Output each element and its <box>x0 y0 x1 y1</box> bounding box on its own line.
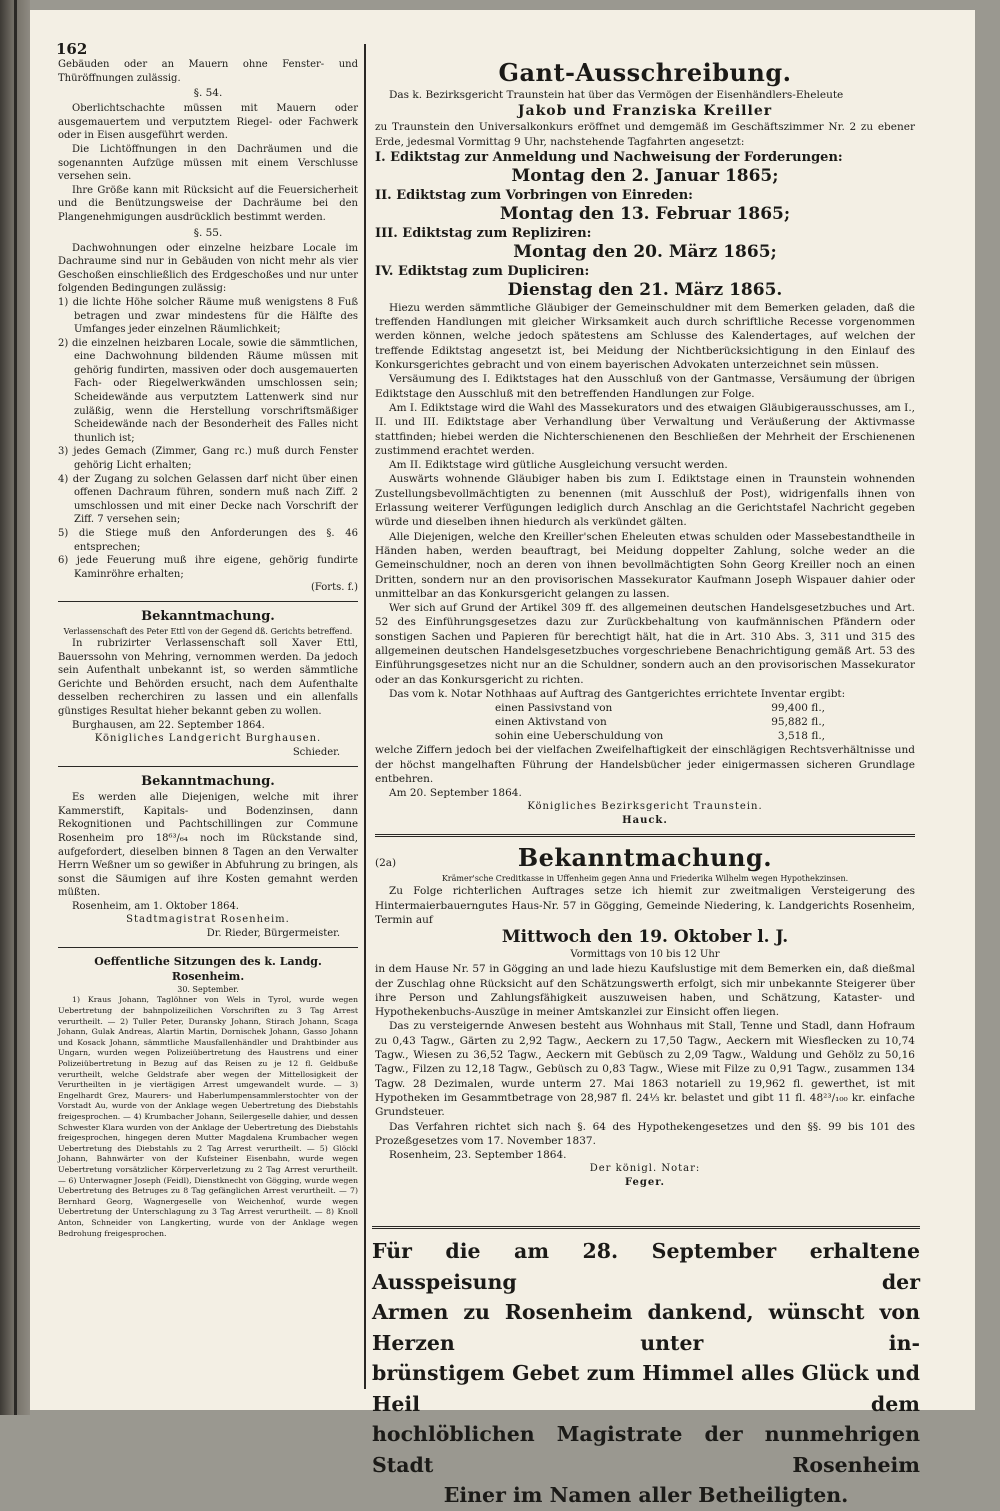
gant-date-line: Am 20. September 1864. <box>389 787 522 800</box>
edict-day-date: Montag den 2. Januar 1865; <box>511 165 779 186</box>
thank-you-line: brünstigem Gebet zum Himmel alles Glück und Heil dem <box>372 1361 920 1416</box>
divider <box>58 766 358 767</box>
divider <box>58 601 358 602</box>
right-column <box>375 58 915 1190</box>
edict-day-date: Dienstag den 21. März 1865. <box>507 279 783 300</box>
notice-2-authority: Stadtmagistrat Rosenheim. <box>126 914 290 926</box>
section-54-paragraph: Die Lichtöffnungen in den Dachräumen und die sogenannten Aufzüge müssen mit einem Verschlusse versehen sein. <box>58 143 358 183</box>
gant-paragraph: Alle Diejenigen, welche den Kreiller'schen Eheleuten etwas schulden oder Massebestandtheile in Händen haben, werden beauftragt, bei Meidung doppelter Zahlung, solche weder an die Gemeinschuldner, noch an deren von ihnen bevollmächtigten Sohn Georg Kreiller noch an einen Dritten, sondern nur an den provisorischen Massekurator Kaufmann Joseph Wispauer dahier oder unmittelbar an das Konkursgericht gelangen zu lassen. <box>375 530 915 600</box>
edict-day-date: Montag den 20. März 1865; <box>513 241 777 262</box>
section-54-paragraph: Ihre Größe kann mit Rücksicht auf die Feuersicherheit und die Benützungsweise der Dachräume bei den Plangenehmigungen ausdrücklich bestimmt werden. <box>58 184 358 223</box>
gant-paragraph: Auswärts wohnende Gläubiger haben bis zum I. Ediktstage einen in Traunstein wohnenden Zustellungsbevollmächtigten zu benennen (mit Ausschluß der Post), widrigenfalls ihnen von Erlassung weiterer Verfügungen lediglich durch Anschlag an die Gerichtstafel Nachricht gegeben würde und dieselben ihnen hiedurch als verkündet gälten. <box>375 473 915 529</box>
section-55-item: 5) die Stiege muß den Anforderungen des §. 46 entsprechen; <box>58 528 358 553</box>
column-divider <box>364 44 366 1389</box>
gant-paragraph: Hiezu werden sämmtliche Gläubiger der Gemeinschuldner mit dem Bemerken geladen, daß die treffenden Handlungen mit gleicher Wirksamkeit auch durch schriftliche Recesse vorgenommen werden können, welche jedoch spätestens am Schlusse des Kalendertages, auf welchen der treffende Ediktstag angesetzt ist, bei Meidung der Nichtberücksichtigung in den Einlauf des Konkursgerichtes gebracht und von einem bayerischen Advokaten unterzeichnet sein müssen. <box>375 301 915 372</box>
inventory-row <box>375 729 915 743</box>
notice-1-signer: Schieder. <box>292 747 340 759</box>
divider <box>58 947 358 948</box>
continuation-note: (Forts. f.) <box>310 582 358 594</box>
divider <box>372 1226 920 1229</box>
section-55-intro: Dachwohnungen oder einzelne heizbare Locale im Dachraume sind nur in Gebäuden von nicht mehr als vier Geschoßen einschließlich des Erdgeschoßes und nur unter folgenden Bedingungen zulässig: <box>58 242 358 295</box>
edict-day-label: I. Ediktstag zur Anmeldung und Nachweisung der Forderungen: <box>375 149 843 165</box>
sessions-heading: Oeffentliche Sitzungen des k. Landg. Rosenheim. <box>94 955 322 984</box>
section-54-heading: §. 54. <box>193 87 223 100</box>
notice-1-subheading: Verlassenschaft des Peter Ettl von der Gegend dß. Gerichts betreffend. <box>63 626 353 636</box>
auction-heading: Bekanntmachung. <box>517 843 773 873</box>
section-55-item: 3) jedes Gemach (Zimmer, Gang rc.) muß durch Fenster gehörig Licht erhalten; <box>58 446 358 472</box>
notice-2-body: Es werden alle Diejenigen, welche mit ihrer Kammerstift, Kapitals- und Bodenzinsen, dann Rekognitionen und Pachtschillingen zur Commune Rosenheim pro 18⁶³/₆₄ noch im Rückstande sind, aufgefordert, dieselben binnen 8 Tagen an den Verwalter Herrn Weßner um so gewißer in Abfuhrung zu bringen, als sonst die Säumigen auf ihre Kosten gemahnt werden müßten. <box>58 792 358 899</box>
notice-2-signer: Dr. Rieder, Bürgermeister. <box>206 928 340 940</box>
auction-place-date: Rosenheim, 23. September 1864. <box>389 1149 567 1162</box>
auction-paragraph: Das Verfahren richtet sich nach §. 64 des Hypothekengesetzes und den §§. 99 bis 101 des Prozeßgesetzes vom 17. November 1837. <box>375 1120 915 1147</box>
auction-date: Mittwoch den 19. Oktober l. J. <box>501 927 789 948</box>
page-number: 162 <box>56 40 88 58</box>
inventory-label: sohin eine Ueberschuldung von <box>495 730 664 743</box>
auction-number: (2a) <box>375 857 397 870</box>
notice-2-place-date: Rosenheim, am 1. Oktober 1864. <box>72 900 239 912</box>
inventory-row <box>375 715 915 729</box>
inventory-value: 95,882 fl., <box>771 716 825 729</box>
newspaper-page <box>30 10 975 1507</box>
inventory-value: 99,400 fl., <box>771 702 825 715</box>
section-55-item: 2) die einzelnen heizbaren Locale, sowie die sämmtlichen, eine Dachwohnung bildenden Räume müssen mit gehörig fundirten, massiven oder doch ausgemauerten Fach- oder Riegelwerkwänden umschlossen sein; Scheidewände aus verputztem Lattenwerk sind nur zuläßig, wenn die Herstellung vorschriftsmäßiger Scheidewände nach der Besonderheit des Falles nicht thunlich ist; <box>58 337 358 444</box>
thank-you-line: hochlöblichen Magistrate der nunmehrigen Stadt Rosenheim <box>372 1422 920 1477</box>
section-55-item: 6) jede Feuerung muß ihre eigene, gehörig fundirte Kaminröhre erhalten; <box>58 555 358 580</box>
divider <box>375 834 915 837</box>
auction-authority: Der königl. Notar: <box>589 1163 701 1175</box>
auction-subheading: Krämer'sche Creditkasse in Uffenheim gegen Anna und Friederika Wilhelm wegen Hypothekzinsen. <box>441 874 849 884</box>
section-55-item: 4) der Zugang zu solchen Gelassen darf nicht über einen offenen Dachraum führen, sondern muß nach Ziff. 2 umschlossen und mit einer Decke nach Vorschrift der Ziff. 7 versehen sein; <box>58 473 358 526</box>
left-column <box>58 58 358 1239</box>
gant-paragraph: Am II. Ediktstage wird gütliche Ausgleichung versucht werden. <box>389 459 728 472</box>
notice-1-body: In rubrizirter Verlassenschaft soll Xaver Ettl, Bauerssohn von Mehring, vernommen werden. Da jedoch sein Aufenthalt unbekannt ist, so werden sämmtliche Gerichte und Behörden ersucht, nach dem Aufenthalte desselben recherchiren zu lassen und ein allenfalls günstiges Resultat hieher bekannt geben zu wollen. <box>58 637 358 717</box>
edict-day-label: II. Ediktstag zum Vorbringen von Einreden: <box>375 187 693 203</box>
book-binding-edge <box>0 0 30 1415</box>
sessions-date: 30. September. <box>177 985 239 995</box>
debtor-names: Jakob und Franziska Kreiller <box>517 103 773 120</box>
auction-intro: Zu Folge richterlichen Auftrages setze ich hiemit zur zweitmaligen Versteigerung des Hintermaierbauerngutes Haus-Nr. 57 in Gögging, Gemeinde Niedering, k. Landgerichts Rosenheim, Termin auf <box>375 885 915 926</box>
edict-day-date: Montag den 13. Februar 1865; <box>499 203 791 224</box>
notice-1-place-date: Burghausen, am 22. September 1864. <box>72 719 265 731</box>
thank-you-notice <box>372 1236 920 1511</box>
section-55-item: 1) die lichte Höhe solcher Räume muß wenigstens 8 Fuß betragen und zwar mindestens für die Hälfte des Umfanges jeder einzelnen Räumlichkeit; <box>58 296 358 336</box>
inventory-label: einen Passivstand von <box>495 702 613 715</box>
sessions-body: 1) Kraus Johann, Taglöhner von Wels in Tyrol, wurde wegen Uebertretung der bahnpolizeilichen Vorschriften zu 3 Tag Arrest verurtheilt. — 2) Tuller Peter, Duransky Johann, Stirach Johann, Scaga Johann, Gulak Andreas, Alartin Martin, Dornischek Johann, Gasso Johann und Kosack Johann, sämmtliche Mausfallenhändler und Drahtbinder aus Ungarn, wurden wegen Polizeiübertretung des Haustrens und einer Polizeiübertretung in Bezug auf das Reisen zu je 12 fl. Geldbuße verurtheilt, welche Geldstrafe aber wegen der Mittellosigkeit der Verurtheilten in je viertägigen Arrest umgewandelt wurde. — 3) Engelhardt Grez, Maurers- und Haberlumpensammlerstochter von der Vorstadt Au, wurde von der Anklage wegen Uebertretung des Diebstahls freigesprochen. — 4) Krumbacher Johann, Seilergeselle dahier, und dessen Schwester Klara wurden von der Anklage der Uebertretung des Diebstahls freigesprochen, hingegen deren Mutter Magdalena Krumbacher wegen Uebertretung des Diebstahls zu 2 Tag Arrest verurtheilt. — 5) Glöckl Johann, Bahnwärter von der Kufsteiner Eisenbahn, wurde wegen Uebertretung vorsätzlicher Körperverletzung zu 2 Tag Arrest verurtheilt. — 6) Unterwagner Joseph (Feidl), Dienstknecht von Gögging, wurde wegen Uebertretung des Betruges zu 8 Tag gefänglichen Arrest verurtheilt. — 7) Bernhard Georg, Wagnergeselle von Weichenhof, wurde wegen Uebertretung der Unterschlagung zu 3 Tag Arrest verurtheilt. — 8) Knoll Anton, Schneider von Langkerting, wurde von der Anklage wegen Bedrohung freigesprochen. <box>58 995 358 1238</box>
gant-after: welche Ziffern jedoch bei der vielfachen Zweifelhaftigkeit der einschlägigen Rechtsverhältnisse und der höchst mangelhaften Führung der Handelsbücher jeder einigermassen sicheren Grundlage entbehren. <box>375 744 915 785</box>
thank-you-line: Für die am 28. September erhaltene Ausspeisung der <box>372 1239 920 1294</box>
notice-2-heading: Bekanntmachung. <box>141 774 275 790</box>
gant-authority: Königliches Bezirksgericht Traunstein. <box>527 801 763 813</box>
section-54-paragraph: Oberlichtschachte müssen mit Mauern oder ausgemauertem und verputztem Riegel- oder Fachwerk oder in Eisen ausgeführt werden. <box>58 103 358 142</box>
gant-signer: Hauck. <box>622 815 668 827</box>
notice-1-authority: Königliches Landgericht Burghausen. <box>94 733 322 745</box>
gant-paragraph: Wer sich auf Grund der Artikel 309 ff. des allgemeinen deutschen Handelsgesetzbuches und Art. 52 des Einführungsgesetzes dazu zur Zurückbehaltung von kaufmännischen Pfändern oder sonstigen Sachen und Papieren für berechtigt hält, hat die in Art. 310 Abs. 3, 311 und 315 des allgemeinen deutschen Handelsgesetzbuches vorgeschriebene Benachrichtigung gemäß Art. 53 des Einführungsgesetzes nicht nur an die Schuldner, sondern auch an den provisorischen Massekurator oder an das Konkursgericht zu richten. <box>375 602 915 686</box>
inventory-label: einen Aktivstand von <box>495 716 607 729</box>
edict-day-label: III. Ediktstag zum Repliziren: <box>375 225 592 241</box>
gant-paragraph: Das vom k. Notar Nothhaas auf Auftrag des Gantgerichtes errichtete Inventar ergibt: <box>389 687 846 700</box>
inventory-value: 3,518 fl., <box>777 730 825 743</box>
section-55-heading: §. 55. <box>193 226 223 239</box>
auction-heading-row <box>375 843 915 873</box>
gant-paragraph: Versäumung des I. Ediktstages hat den Ausschluß von der Gantmasse, Versäumung der übrigen Ediktstage den Ausschluß mit den betreffenden Handlungen zur Folge. <box>375 373 915 400</box>
gant-paragraph: Am I. Ediktstage wird die Wahl des Massekurators und des etwaigen Gläubigerausschusses, am I., II. und III. Ediktstage aber Verhandlung über Verwaltung und Veräußerung der Aktivmasse stattfinden; hiebei werden die Nichterschienenen den Beschließen der Mehrheit der Erschienenen zustimmend erachtet werden. <box>375 401 915 457</box>
auction-paragraph: Das zu versteigernde Anwesen besteht aus Wohnhaus mit Stall, Tenne und Stadl, dann Hofraum zu 0,43 Tagw., Gärten zu 2,92 Tagw., Aeckern zu 17,50 Tagw., Aeckern mit Wiesflecken zu 10,74 Tagw., Wiesen zu 36,52 Tagw., Aeckern mit Gebüsch zu 2,09 Tagw., Waldung und Gehölz zu 50,16 Tagw., Filzen zu 12,18 Tagw., Gebüsch zu 0,83 Tagw., Wiese mit Filze zu 0,91 Tagw., zusammen 134 Tagw. 28 Dezimalen, wurde unterm 27. Mai 1863 notariell zu 19,962 fl. gewerthet, ist mit Hypotheken im Gesammtbetrage von 28,987 fl. 24⅓ kr. belastet und gibt 11 fl. 48²³/₁₀₀ kr. einfache Grundsteuer. <box>375 1020 915 1119</box>
inventory-row <box>375 701 915 715</box>
thank-you-line: Armen zu Rosenheim dankend, wünscht von Herzen unter in- <box>372 1300 920 1355</box>
building-code-intro: Gebäuden oder an Mauern ohne Fenster- und Thüröffnungen zulässig. <box>58 59 358 84</box>
auction-signer: Feger. <box>624 1177 666 1189</box>
gant-heading: Gant-Ausschreibung. <box>498 58 792 87</box>
gant-intro: Das k. Bezirksgericht Traunstein hat über das Vermögen der Eisenhändlers-Eheleute <box>389 89 844 101</box>
gant-intro-2: zu Traunstein den Universalkonkurs eröffnet und demgemäß im Geschäftszimmer Nr. 2 zu ebener Erde, jedesmal Vormittag 9 Uhr, nachstehende Tagfahrten angesetzt: <box>375 121 915 148</box>
thank-you-line: Einer im Namen aller Betheiligten. <box>443 1483 849 1507</box>
edict-day-label: IV. Ediktstag zum Dupliciren: <box>375 263 590 279</box>
notice-1-heading: Bekanntmachung. <box>141 608 275 624</box>
auction-paragraph: in dem Hause Nr. 57 in Gögging an und lade hiezu Kaufslustige mit dem Bemerken ein, daß dießmal der Zuschlag ohne Rücksicht auf den Schätzungswerth erfolgt, sich mir unbekannte Steigerer über ihre Person und Zahlungsfähigkeit auszuweisen haben, und Schätzung, Kataster- und Hypothekenbuchs-Auszüge in meiner Amtskanzlei zur Einsicht offen liegen. <box>375 963 915 1019</box>
auction-time: Vormittags von 10 bis 12 Uhr <box>570 949 720 961</box>
